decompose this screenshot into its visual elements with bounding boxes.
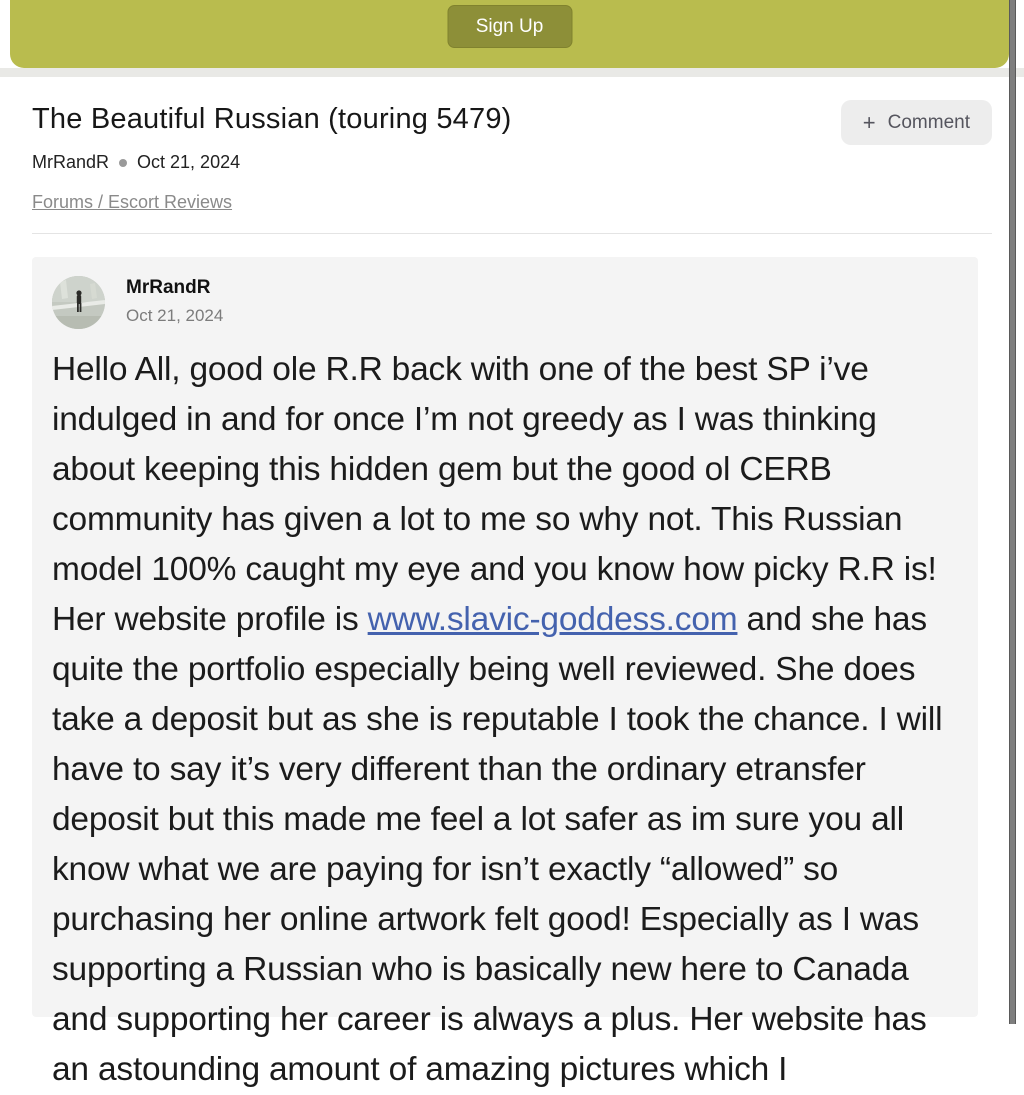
plus-icon: + <box>862 109 876 135</box>
post-text-after-link: and she has quite the portfolio especially being well reviewed. She does take a deposit but as she is reputable I took the chance. I will have to say it’s very different than the ordinary etransfer deposit but this made me feel a lot safer as im sure you all know what we are paying for isn’t exactly “allowed” so purchasing her online artwork felt good! Especially as I was supporting a Russian who is basically new here to Canada and supporting her career is always a plus. Her website has an astounding amount of amazing pictures which I <box>52 601 943 1088</box>
dot-separator-icon <box>119 159 127 167</box>
comment-button[interactable] <box>841 100 992 145</box>
thread-page <box>10 77 1009 1088</box>
top-banner <box>10 0 1009 68</box>
vertical-scrollbar[interactable] <box>1009 0 1016 1024</box>
divider <box>32 233 992 234</box>
avatar-photo <box>52 276 105 329</box>
post-author[interactable]: MrRandR <box>126 277 211 298</box>
banner-gap <box>0 68 1024 77</box>
avatar[interactable] <box>52 276 105 329</box>
page-title: The Beautiful Russian (touring 5479) <box>32 103 512 135</box>
post-header <box>52 276 942 329</box>
thread-meta <box>32 152 1009 173</box>
post-card <box>32 257 978 1088</box>
post-text-before-link: Hello All, good ole R.R back with one of the best SP i’ve indulged in and for once I’m not greedy as I was thinking about keeping this hidden gem but the good ol CERB community has given a lot to me so why not. This Russian model 100% caught my eye and you know how picky R.R is! Her website profile is <box>52 351 937 638</box>
breadcrumb[interactable]: Forums / Escort Reviews <box>32 192 233 212</box>
thread-author[interactable]: MrRandR <box>32 152 110 172</box>
post-body-link[interactable]: www.slavic-goddess.com <box>367 601 738 638</box>
post-body <box>52 345 944 1095</box>
post-header-text <box>126 276 223 329</box>
comment-button-label: Comment <box>887 111 970 133</box>
post-date: Oct 21, 2024 <box>126 306 224 325</box>
sign-up-button[interactable]: Sign Up <box>447 5 572 48</box>
thread-date: Oct 21, 2024 <box>137 152 241 172</box>
